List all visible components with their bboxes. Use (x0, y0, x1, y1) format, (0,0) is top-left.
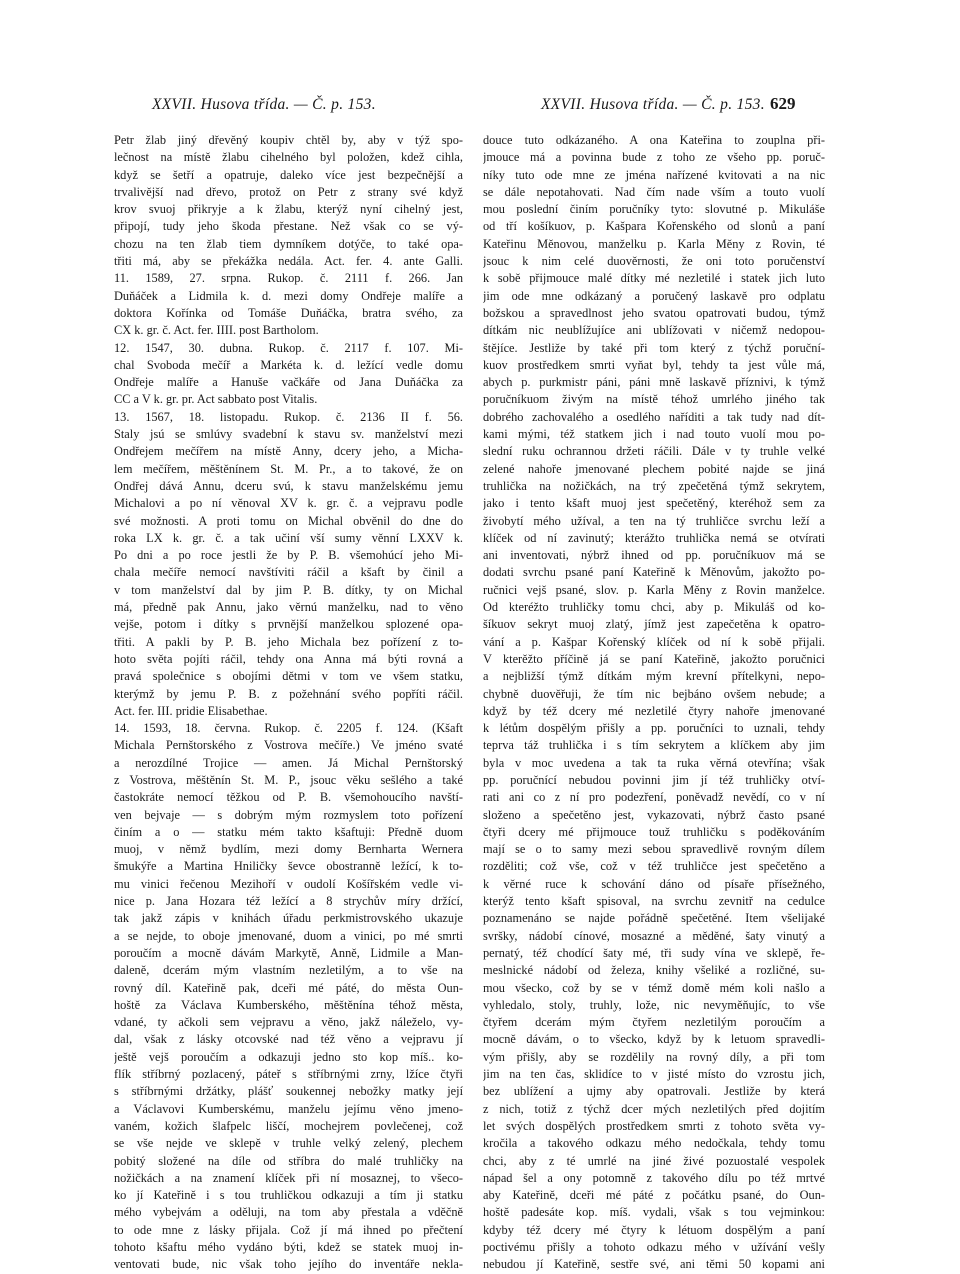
text-line: dobrého zachovalého a osedlého naříditi a tak tudy nad dít- (483, 409, 825, 424)
text-line: hoto světa pojíti ráčil, tehdy ona Anna má býti rovná a (114, 651, 463, 666)
text-line: dodati svrchu psané paní Kateřině k Měnovům, jakožto po- (483, 565, 825, 580)
text-line: poctivému přišly a tohoto odkazu mého v užívání vešly (483, 1240, 825, 1254)
text-line: ještě vejš poroučím a odkazuji jedno sto kop míš.. ko- (114, 1049, 463, 1064)
text-line: své možnosti. A proti tomu on Michal obvěnil do dne do (114, 513, 463, 528)
text-line: kterýž tento kšaft spisoval, na svrchu zevnitř na cedulce (483, 894, 825, 909)
text-line: rati ani co z ní pro podezření, poněvadž nevědí, co v ní (483, 790, 825, 805)
text-line: když by též dcery mé nezletilé čtyry nahoře jmenované (483, 703, 825, 718)
right-running-head: XXVII. Husova třída. — Č. p. 153. (541, 96, 765, 113)
text-line: jmouce má a povinna bude z toho ze všeho pp. poruč- (483, 150, 825, 165)
text-line: Ondřeje malíře a Hanuše vačkáře od Jana Duňáčka za (114, 375, 463, 390)
left-running-head: XXVII. Husova třída. — Č. p. 153. (152, 96, 376, 113)
text-line: ručnici vejš psané, slov. p. Karla Měny z Rovin manželce. (483, 582, 825, 597)
text-line: 12. 1547, 30. dubna. Rukop. č. 2117 f. 107. Mi- (114, 340, 463, 355)
text-line: Act. fer. III. pridie Elisabethae. (114, 703, 268, 718)
text-line: to ode mne z lásky přijala. Což jí má ihned po přečtení (114, 1222, 463, 1237)
text-line: jim na ten čas, sklidíce to v jisté místo do vzrostu jich, (483, 1067, 825, 1082)
text-line: krov svuoj přikryje a k žlabu, kterýž nyní cihelný jest, (114, 202, 463, 217)
text-line: vdané, ty ačkoli sem vejpravu a věno, jakž náleželo, vy- (114, 1015, 463, 1030)
text-line: Duňáček a Lidmila k. d. mezi domy Ondřeje malíře a (114, 288, 463, 303)
text-line: a Václavovi Kumberskému, manželu jejímu věno jmeno- (114, 1101, 463, 1116)
text-line: nice p. Jana Hozara též ležící a 8 strychův míry držící, (114, 894, 463, 909)
text-line: kuov prostředkem smrti vyňat byl, tehdy ta jest vůle má, (483, 357, 825, 372)
text-line: chci, aby z té umrlé na jiné živé pozuostalé vespolek (483, 1153, 825, 1168)
text-line: kročila a takového odkazu mého nedočkala, tehdy tomu (483, 1136, 825, 1151)
text-line: Michalovi a po ní věnoval XV k. gr. č. a vejpravu podle (114, 496, 463, 511)
text-line: pobitý složené na díle od stříbra do malé truhličky na (114, 1153, 463, 1168)
text-line: vejše, potom i dítky s prvnější manželkou splozené opa- (114, 617, 463, 632)
text-line: doktora Kořínka od Tomáše Duňáčka, bratra svého, za (114, 305, 463, 320)
text-line: Petr žlab jiný dřevěný koupiv chtěl by, aby v týž spo- (114, 133, 463, 147)
text-line: z nich, totiž z týchž dcer mých nezletilých před dojitím (483, 1101, 825, 1116)
text-line: lem mečířem, měštěnínem St. M. Pr., a to takové, že on (114, 461, 463, 476)
text-line: vým přišly, aby se rozdělily na rovný díly, a při tom (483, 1049, 825, 1064)
text-line: V kterěžto příčině já se paní Kateřině, jakožto poručnici (483, 651, 825, 666)
text-line: zelené nahoře jmenované plechem pobité najde se jiná (483, 461, 825, 476)
text-line: kdyby též dcery mé čtyry k létuom dospělým a paní (483, 1222, 825, 1237)
text-line: čtyřem dcerám mým čtyřem nezletilým poroučím a (483, 1015, 825, 1030)
text-line: nápad šel a ony potomně z takového dílu po též mrtvé (483, 1170, 825, 1185)
text-line: mého vybejvám a oděluji, na tom aby přestala a vděčně (114, 1205, 463, 1220)
text-line: šíkuov sekryt muoj zlatý, jímž jest zapečetěna k opatro- (483, 617, 825, 632)
text-line: tohoto kšaftu mého vydáno býti, kdež se statek muoj in- (114, 1240, 463, 1254)
text-line: k sobě přijmouce malé dítky mé nezletilé i statek jich luto (483, 271, 825, 286)
text-line: vání a p. Kašpar Kořenský klíček od ní k sobě přijali. (483, 634, 825, 649)
text-line: poroučím a mocně dávám Markytě, Anně, Lidmile a Man- (114, 945, 463, 960)
text-line: Michala Pernštorského z Vostrova mečíře.) Ve jméno svaté (114, 738, 463, 753)
text-line: mu vinici řečenou Mezihoří v oudolí Košířském vedle vi- (114, 876, 463, 891)
text-line: od tří košíkuov, p. Kašpara Kořenského od slonů a paní (483, 219, 825, 234)
text-line: Ondřejem mečířem na místě Anny, dcery jeho, a Micha- (114, 444, 463, 459)
text-line: klíček od ní zavinutý; kterážto truhlička nemá se otvírati (483, 530, 825, 545)
text-line: muoj, v němž bydlím, mezi domy Bernharta Wernera (114, 842, 463, 857)
right-text-column (483, 132, 825, 1274)
text-line: aby Kateřině, dceři mé páté z počátku psané, do Oun- (483, 1188, 825, 1203)
text-line: mou všecko, což by se v témž domě mém koli našlo a (483, 980, 825, 995)
text-line: hoště za Václava Kumberského, měštěnína téhož města, (114, 997, 463, 1012)
text-line: pravá společnice s obojími dětmi v tom ve všem statku, (114, 669, 463, 684)
text-line: Od kteréžto truhličky tomu chci, aby p. Mikuláš od ko- (483, 600, 825, 615)
text-line: bez ublížení a ujmy aby opatrovali. Jestliže by která (483, 1084, 825, 1099)
text-line: vyhledalo, stoly, truhly, lože, nic nevyměňujíc, to vše (483, 997, 825, 1012)
text-line: šmukýře a Martina Hniličky ševce obostranně ležící, k to- (114, 859, 463, 874)
text-line: pp. poručnící nebudou povinni jim jí též truhličky otví- (483, 772, 825, 787)
text-line: vaném, kožich šlafpelc liščí, mochejrem povlečenej, což (114, 1118, 463, 1133)
page-number: 629 (770, 94, 796, 113)
text-line: abych p. purkmistr páni, páni mně laskavě příznivi, k týmž (483, 375, 825, 390)
text-line: jako i tento kšaft muoj jest spečetěný, kteréhož sem za (483, 496, 825, 511)
text-line: a se nejde, to oboje jmenované, duom a vinici, po mé smrti (114, 928, 463, 943)
text-line: lečnost na místě žlabu cihelného byl položen, kdež cihla, (114, 150, 463, 165)
text-line: mocně dávám, o to všecko, když by k letuom spravedli- (483, 1032, 825, 1047)
text-line: daleně, dcerám mým vlastním nezletilým, a to vše na (114, 963, 463, 978)
text-line: Kateřinu Měnovou, manželku p. Karla Měny z Rovin, té (483, 236, 825, 251)
text-line: k věrné ruce k schování dáno od písaře přísežného, (483, 876, 825, 891)
text-line: mají se o to samy mezi sebou spravedlivě rovným dílem (483, 842, 825, 857)
text-line: kterýmž by jemu P. B. z požehnání svého popříti ráčil. (114, 686, 463, 701)
text-line: Po dni a po roce jestli že by P. B. všemohúcí jeho Mi- (114, 548, 463, 563)
text-line: Ondřej dává Annu, dceru svú, k stavu manželskému jemu (114, 478, 463, 493)
text-line: s stříbrnými držátky, plášť soukennej nebožky matky její (114, 1084, 463, 1099)
text-line: častokráte nemocí těžkou od P. B. všemohoucího navští- (114, 790, 463, 805)
text-line: CX k. gr. č. Act. fer. IIII. post Bartholom. (114, 323, 319, 338)
text-line: složeno a spečetěno jest, vykazovati, nýbrž často psané (483, 807, 825, 822)
text-line: má, předně pak Annu, jako věrnú manželku, nad to věno (114, 600, 463, 615)
text-line: třiti. A pakli by P. B. jeho Michala bez pořízení z to- (114, 634, 463, 649)
text-line: chal Svoboda mečíř a Markéta k. d. ležící vedle domu (114, 357, 463, 372)
text-line: ventovati bude, nic však toho jejího do inventáře nekla- (114, 1257, 463, 1272)
text-line: meslnické nádobí od železa, knihy všeliké a rozličné, su- (483, 963, 825, 978)
text-line: Staly jsú se smlúvy svadební k stavu sv. manželství mezi (114, 427, 463, 442)
left-text-column (114, 132, 463, 1274)
text-line: božskou a spravedlnost jeho svatou opatrovati budou, týmž (483, 305, 825, 320)
text-line: nebudou jí Kateřině, sestře své, ani těmi 50 kopami ani (483, 1257, 825, 1272)
text-line: byla v moc uvedena a tak ta ruka věrná otevřína; však (483, 755, 825, 770)
text-line: se vše nejde ve sklepě v truhle velký zelený, plechem (114, 1136, 463, 1151)
text-line: rozděliti; což vše, což v též truhličce jest spečetěno a (483, 859, 825, 874)
text-line: CC a V k. gr. pr. Act sabbato post Vitalis. (114, 392, 318, 407)
text-line: třiti má, aby se překážka nedála. Act. fer. 4. ante Galli. (114, 254, 463, 269)
text-line: roka LX k. gr. č. a tak učiní vší sumy věnní LXXV k. (114, 530, 463, 545)
text-line: dal, však z lásky otcovské nad též věno a vejpravu jí (114, 1032, 463, 1047)
text-line: připojí, tudy jeho škoda přestane. Než však co se vý- (114, 219, 463, 234)
text-line: 13. 1567, 18. listopadu. Rukop. č. 2136 II f. 56. (114, 409, 463, 424)
text-line: ani inventovati, nýbrž ihned od pp. poručníkuov má se (483, 548, 825, 563)
text-line: štějíce. Jestliže by také při tom který z týchž poruční- (483, 340, 825, 355)
text-line: činím a o — statku mém takto kšaftuji: Předně duom (114, 824, 463, 839)
text-line: jsouc k nim celé duověrnosti, že oni toto poručenství (483, 254, 825, 269)
text-line: 14. 1593, 18. června. Rukop. č. 2205 f. 124. (Kšaft (114, 721, 463, 736)
text-line: jim ode mne odkázaný a poručený laskavě pro odplatu (483, 288, 825, 303)
text-line: svršky, nádobí cínové, mosazné a měděné, šaty vinutý a (483, 928, 825, 943)
text-line: hoště padesáte kop. míš. vydali, však s tou vejminkou: (483, 1205, 825, 1220)
text-line: dítkám nic neublížujíce ani ublížovati v ničemž nedopou- (483, 323, 825, 338)
text-line: slední ruku ochrannou držeti ráčili. Dále v ty truhle velké (483, 444, 825, 459)
text-line: nožičkách a na znamení klíček při ní mosaznej, to všeco- (114, 1170, 463, 1185)
text-line: let svých dospělých prostředkem smrti z tohoto světa vy- (483, 1118, 825, 1133)
text-line: tak jakž zápis v knihách úřadu perkmistrovského ukazuje (114, 911, 463, 926)
text-line: 11. 1589, 27. srpna. Rukop. č. 2111 f. 266. Jan (114, 271, 463, 286)
text-line: níky tuto ode mne ze jména nařízené kvitovati a na nic (483, 167, 825, 182)
running-header (0, 96, 960, 120)
text-line: čtyři dcery mé přijmouce touž truhličku s poděkováním (483, 824, 825, 839)
text-line: rovný díl. Kateřině pak, dceři mé páté, do města Oun- (114, 980, 463, 995)
text-line: pernatý, též chodící šaty mé, tři sudy vína ve sklepě, ře- (483, 945, 825, 960)
text-line: chybně duověřuji, že tím nic bejbáno ovšem nebude; a (483, 686, 825, 701)
text-line: a nejbližší týmž dítkám mým krevní přítelkyni, nepo- (483, 669, 825, 684)
text-line: a nerozdílné Trojice — amen. Já Michal Pernštorský (114, 755, 463, 770)
text-line: chala mečíře nemocí navštíviti ráčil a kšaft by činil a (114, 565, 463, 580)
text-line: poznamenáno se najde pořádně spečetěné. Item všelijaké (483, 911, 825, 926)
text-line: ko jí Kateřině i s tou truhličkou odkazuji a tím ji statku (114, 1188, 463, 1203)
text-line: kami mými, též statkem jich i nad touto vuolí mou po- (483, 427, 825, 442)
text-line: živobytí mého užíval, a ten na tý truhličce svrchu leží a (483, 513, 825, 528)
text-line: v tom manželství dal by jim P. B. dítky, ty on Michal (114, 582, 463, 597)
text-line: truhlička na nožičkách, na trý zpečetěná týmž sekrytem, (483, 478, 825, 493)
text-line: z Vostrova, měštěnín St. M. P., jsouc věku sešlého a také (114, 772, 463, 787)
text-line: když se šetří a opatruje, daleko více jest bezpečnější a (114, 167, 463, 182)
text-line: douce tuto odkázaného. A ona Kateřina to zouplna při- (483, 133, 825, 147)
text-line: trvalivější nad dřevo, protož on Petr z strany své když (114, 184, 463, 199)
text-line: k létům dospělým přišly a pp. poručníci to uznali, tehdy (483, 721, 825, 736)
text-line: ven bejvaje — s dobrým mým rozmyslem toto pořízení (114, 807, 463, 822)
text-line: teprva táž truhlička i s tím sekrytem a klíčkem aby jim (483, 738, 825, 753)
text-line: mou poslední činím poručníky tyto: slovutné p. Mikuláše (483, 202, 825, 217)
text-line: se dále nepotahovati. Nad čím nade vším a touto vuolí (483, 184, 825, 199)
text-line: flík stříbrný pozlacený, páteř s stříbrnými zrny, lžíce čtyři (114, 1067, 463, 1082)
text-line: chozu na ten žlab tiem dymníkem dotýče, to také opa- (114, 236, 463, 251)
text-line: poručníkuom živým na místě téhož umrlého jiného tak (483, 392, 825, 407)
